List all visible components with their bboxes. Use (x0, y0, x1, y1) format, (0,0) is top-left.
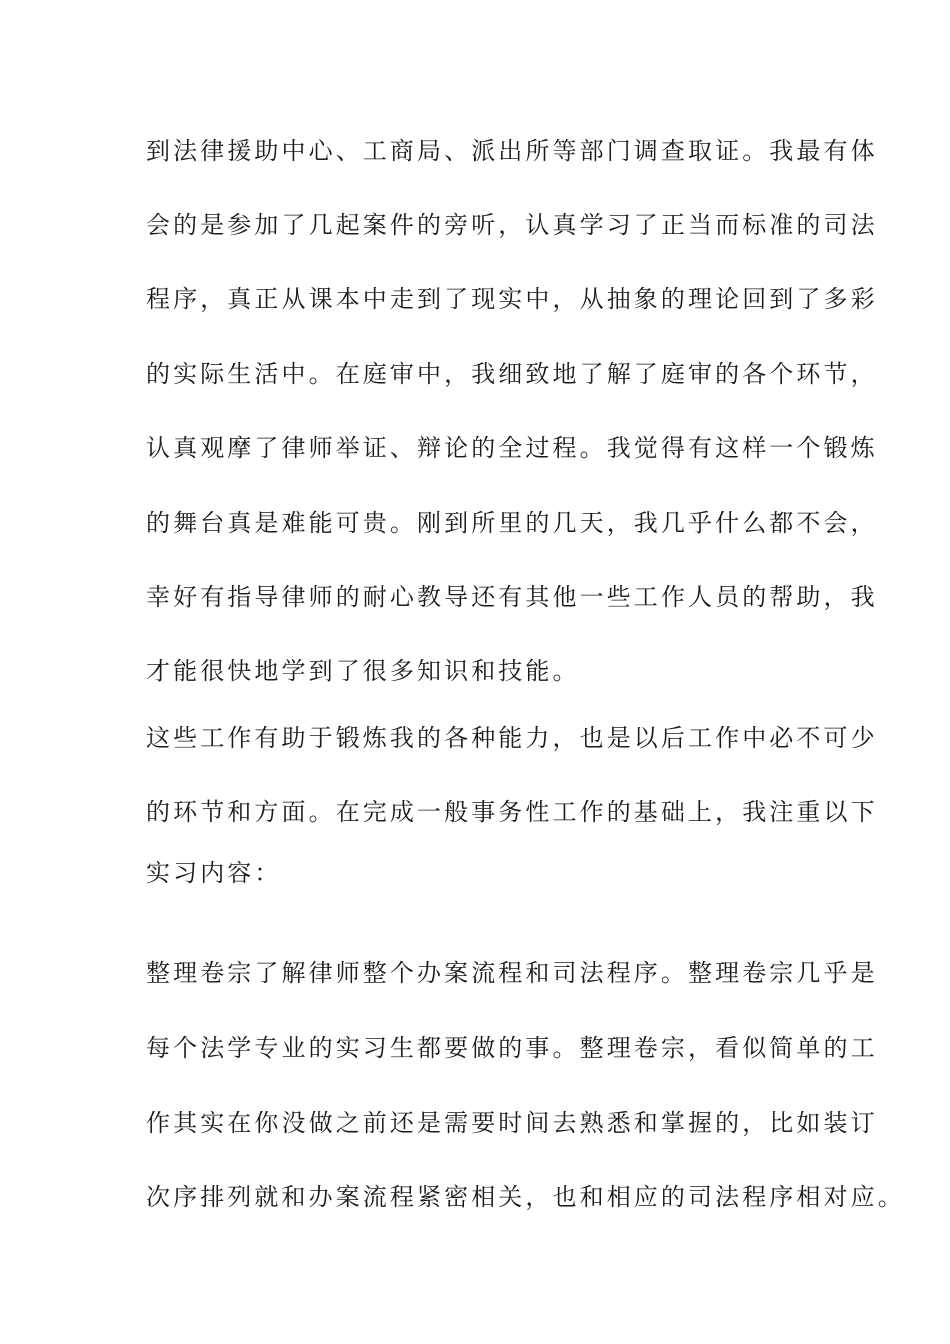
text-line: 的舞台真是难能可贵。刚到所里的几天，我几乎什么都不会， (146, 509, 878, 537)
text-line: 才能很快地学到了很多知识和技能。 (146, 657, 580, 685)
text-line: 认真观摩了律师举证、辩论的全过程。我觉得有这样一个锻炼 (146, 434, 878, 462)
text-line: 到法律援助中心、工商局、派出所等部门调查取证。我最有体 (146, 137, 878, 165)
text-line: 会的是参加了几起案件的旁听，认真学习了正当而标准的司法 (146, 211, 878, 239)
text-line: 幸好有指导律师的耐心教导还有其他一些工作人员的帮助，我 (146, 583, 878, 611)
text-line: 的环节和方面。在完成一般事务性工作的基础上，我注重以下 (146, 798, 878, 826)
text-line: 程序，真正从课本中走到了现实中，从抽象的理论回到了多彩 (146, 285, 878, 313)
text-line: 次序排列就和办案流程紧密相关，也和相应的司法程序相对应。 (146, 1183, 905, 1211)
text-line: 整理卷宗了解律师整个办案流程和司法程序。整理卷宗几乎是 (146, 959, 878, 987)
text-line: 这些工作有助于锻炼我的各种能力，也是以后工作中必不可少 (146, 724, 878, 752)
text-line: 作其实在你没做之前还是需要时间去熟悉和掌握的，比如装订 (146, 1109, 878, 1137)
text-line: 每个法学专业的实习生都要做的事。整理卷宗，看似简单的工 (146, 1034, 878, 1062)
text-line: 的实际生活中。在庭审中，我细致地了解了庭审的各个环节， (146, 360, 878, 388)
text-line: 实习内容： (146, 859, 282, 887)
